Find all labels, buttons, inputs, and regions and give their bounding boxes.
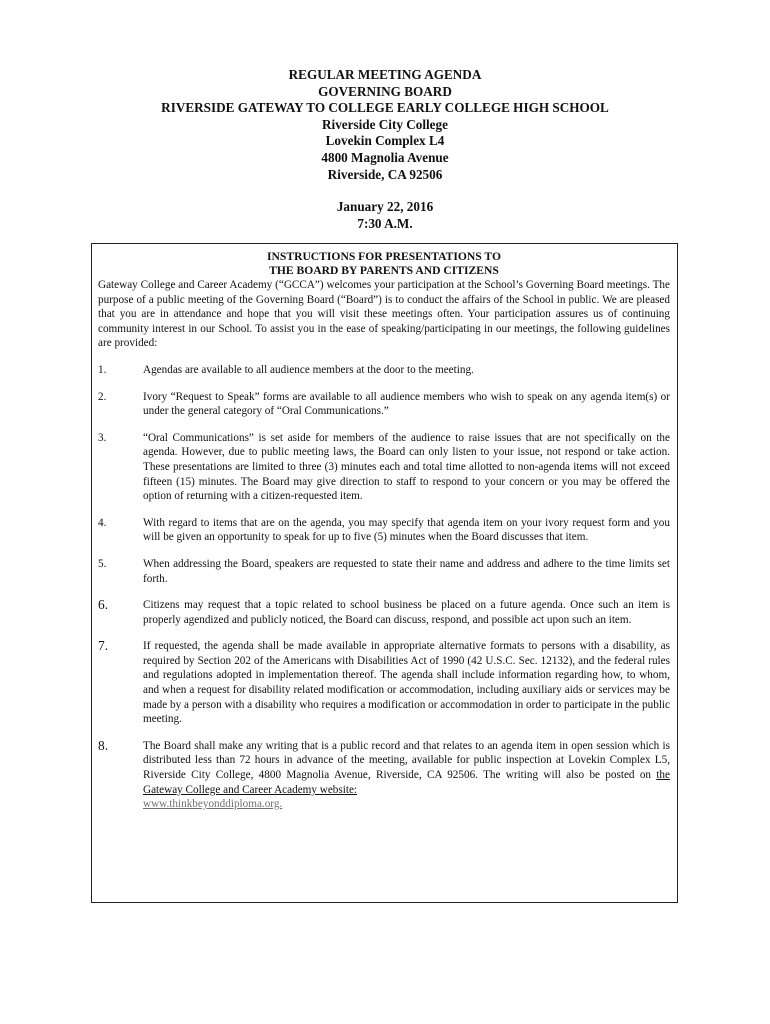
list-item-number: 4. xyxy=(98,516,107,529)
instructions-title-line2: THE BOARD BY PARENTS AND CITIZENS xyxy=(269,264,499,277)
list-item-text: With regard to items that are on the agenda, you may specify that agenda item on your ivory request form and you will be given an opportunity to speak for up to five (5) minutes when the Board discusses that item. xyxy=(143,516,670,544)
instructions-box xyxy=(91,243,678,903)
list-item-number: 3. xyxy=(98,431,107,444)
list-item-text: Agendas are available to all audience members at the door to the meeting. xyxy=(143,363,474,376)
list-item-number: 8. xyxy=(98,737,109,753)
header-line-college: Riverside City College xyxy=(322,116,448,132)
header-line-board: GOVERNING BOARD xyxy=(318,83,452,99)
list-item-number: 6. xyxy=(98,597,109,613)
header-line-complex: Lovekin Complex L4 xyxy=(325,133,445,149)
instructions-title-line1: INSTRUCTIONS FOR PRESENTATIONS TO xyxy=(267,250,501,263)
list-item xyxy=(98,739,670,812)
header-line-meeting-type: REGULAR MEETING AGENDA xyxy=(288,67,482,82)
public-records-text: The Board shall make any writing that is a public record and that relates to an agenda item in open session which is distributed less than 72 hours in advance of the meeting, available for public inspection at Lovekin Complex L5, Riverside City College, 4800 Magnolia Avenue, Riverside, CA 92506. The writing will also be posted on xyxy=(143,739,670,782)
list-item xyxy=(98,557,670,586)
list-item-number: 7. xyxy=(98,638,109,654)
list-item-text: Citizens may request that a topic related to school business be placed on a future agenda. Once such an item is properly agendized and publicly noticed, the Board can discuss, respond, and possible act upon such an item. xyxy=(143,599,670,626)
list-item-text: Ivory “Request to Speak” forms are available to all audience members who wish to speak on any agenda item(s) or under the general category of “Oral Communications.” xyxy=(143,390,670,418)
list-item xyxy=(98,390,670,419)
list-item xyxy=(98,598,670,627)
header-line-school: RIVERSIDE GATEWAY TO COLLEGE EARLY COLLEGE HIGH SCHOOL xyxy=(161,100,609,116)
list-item-number: 2. xyxy=(98,390,107,403)
instructions-title xyxy=(98,250,670,278)
website-link[interactable]: www.thinkbeyonddiploma.org. xyxy=(143,798,283,811)
list-item-text: If requested, the agenda shall be made available in appropriate alternative formats to persons with a disability, as required by Section 202 of the Americans with Disabilities Act of 1990 (42 U.S.C. Sec. 12132), and the federal rules and regulations adopted in implementation thereof. The agenda shall include information regarding how, to whom, and when a request for disability related modification or accommodation, including auxiliary aids or services may be made by a person with a disability who requires a modification or accommodation in order to participate in the public meeting. xyxy=(143,640,670,726)
list-item xyxy=(98,516,670,545)
list-item-number: 5. xyxy=(98,557,107,570)
instructions-intro: Gateway College and Career Academy (“GCCA”) welcomes your participation at the School’s Governing Board meetings. The purpose of a public meeting of the Governing Board (“Board”) is to conduct the affairs of the School in public. We are pleased that you are in attendance and hope that you will visit these meetings often. Your participation assures us of continuing community interest in our School. To assist you in the ease of speaking/participating in our meetings, the following guidelines are provided: xyxy=(98,279,670,350)
list-item-number: 1. xyxy=(98,363,107,376)
list-item-text: When addressing the Board, speakers are requested to state their name and address and adhere to the time limits set forth. xyxy=(143,557,670,585)
agenda-header xyxy=(0,67,770,232)
list-item xyxy=(98,639,670,727)
list-item-text: “Oral Communications” is set aside for members of the audience to raise issues that are not specifically on the agenda. However, due to public meeting laws, the Board can only listen to your issue, not respond or take action. These presentations are limited to three (3) minutes each and total time allotted to non-agenda items will not exceed fifteen (15) minutes. The Board may give direction to staff to respond to your concern or you may be offered the option of returning with a citizen-requested item. xyxy=(143,431,670,503)
header-line-street: 4800 Magnolia Avenue xyxy=(321,149,449,165)
list-item xyxy=(98,363,670,378)
meeting-time: 7:30 A.M. xyxy=(357,215,413,231)
website-reference: the Gateway College and Career Academy website: xyxy=(143,769,670,796)
header-line-city: Riverside, CA 92506 xyxy=(327,166,443,182)
list-item-text xyxy=(143,739,670,812)
meeting-date: January 22, 2016 xyxy=(336,199,434,215)
list-item xyxy=(98,431,670,504)
